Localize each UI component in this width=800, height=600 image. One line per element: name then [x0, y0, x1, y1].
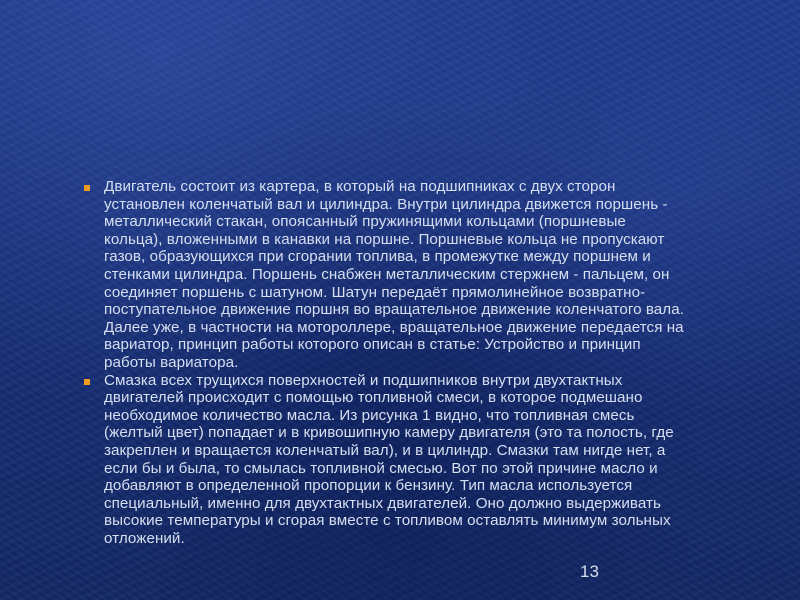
bullet-paragraph: Двигатель состоит из картера, в который на подшипниках с двух сторон установлен коленчатый вал и цилиндра. Внутри цилиндра движется поршень - металлический стакан, опоясанный пружинящими кольцами (поршневые кольца), вложенными в канавки на поршне. Поршневые кольца не пропускают газов, образующихся при сгорании топлива, в промежутке между поршнем и стенками цилиндра. Поршень снабжен металлическим стержнем - пальцем, он соединяет поршень с шатуном. Шатун передаёт прямолинейное возвратно- поступательное движение поршня во вращательное движение коленчатого вала. Далее уже, в частности на мотороллере, вращательное движение передается на вариатор, принцип работы которого описан в статье: Устройство и принцип работы вариатора.	[104, 178, 684, 371]
slide-body	[104, 178, 764, 547]
square-bullet-icon	[84, 379, 90, 385]
page-number: 13	[580, 562, 599, 581]
bullet-item	[104, 372, 764, 548]
bullet-paragraph: Смазка всех трущихся поверхностей и подшипников внутри двухтактных двигателей происходит с помощью топливной смеси, в которое подмешано необходимое количество масла. Из рисунка 1 видно, что топливная смесь (желтый цвет) попадает и в кривошипную камеру двигателя (это та полость, где закреплен и вращается коленчатый вал), и в цилиндр. Смазки там нигде нет, а если бы и была, то смылась топливной смесью. Вот по этой причине масло и добавляют в определенной пропорции к бензину. Тип масла используется специальный, именно для двухтактных двигателей. Оно должно выдерживать высокие температуры и сгорая вместе с топливом оставлять минимум зольных отложений.	[104, 371, 674, 547]
bullet-item	[104, 178, 764, 372]
square-bullet-icon	[84, 185, 90, 191]
